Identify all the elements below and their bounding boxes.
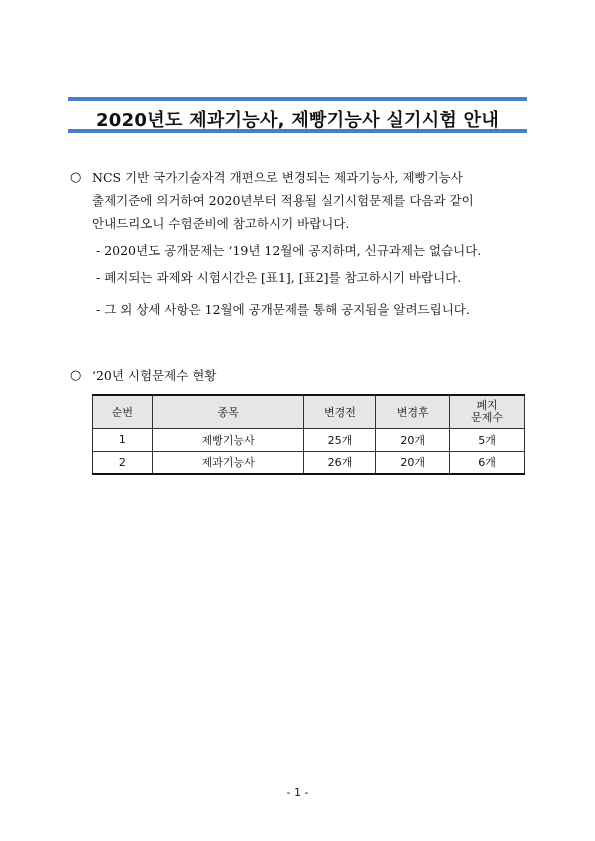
page-title: 2020년도 제과기능사, 제빵기능사 실기시험 안내 (95, 110, 500, 131)
section1-line-2: 출제기준에 의거하여 2020년부터 적용될 실기시험문제를 다음과 같이 (92, 193, 474, 208)
cell-after: 20개 (376, 428, 450, 451)
section2-bullet: ○ (70, 368, 82, 383)
table-header-row (93, 395, 525, 428)
section1-line-3: 안내드리오니 수험준비에 참고하시기 바랍니다. (92, 216, 350, 231)
header-removed-line1: 폐지 (476, 398, 498, 412)
page-number: - 1 - (286, 786, 309, 799)
header-removed (450, 395, 525, 428)
cell-before: 25개 (304, 428, 376, 451)
section1-item-2: - 폐지되는 과제와 시험시간은 [표1], [표2]를 참고하시기 바랍니다. (96, 270, 462, 285)
section2-heading: ‘20년 시험문제수 현황 (92, 368, 217, 383)
title-box (68, 97, 527, 133)
cell-no: 1 (93, 428, 153, 451)
cell-subject: 제빵기능사 (152, 428, 304, 451)
section1-bullet: ○ (70, 170, 82, 185)
table-row (93, 451, 525, 474)
header-subject: 종목 (152, 395, 304, 428)
section1-line-1: NCS 기반 국가기술자격 개편으로 변경되는 제과기능사, 제빵기능사 (92, 170, 463, 185)
section1-item-1: - 2020년도 공개문제는 ‘19년 12월에 공지하며, 신규과제는 없습니다. (96, 243, 482, 258)
header-removed-line2: 문제수 (471, 410, 504, 424)
header-no: 순번 (93, 395, 153, 428)
section1-item-3: - 그 외 상세 사항은 12월에 공개문제를 통해 공지됨을 알려드립니다. (96, 302, 470, 317)
table-row (93, 428, 525, 451)
header-after: 변경후 (376, 395, 450, 428)
cell-no: 2 (93, 451, 153, 474)
cell-before: 26개 (304, 451, 376, 474)
header-before: 변경전 (304, 395, 376, 428)
cell-removed: 5개 (450, 428, 525, 451)
cell-after: 20개 (376, 451, 450, 474)
cell-removed: 6개 (450, 451, 525, 474)
exam-count-table (92, 394, 525, 475)
cell-subject: 제과기능사 (152, 451, 304, 474)
